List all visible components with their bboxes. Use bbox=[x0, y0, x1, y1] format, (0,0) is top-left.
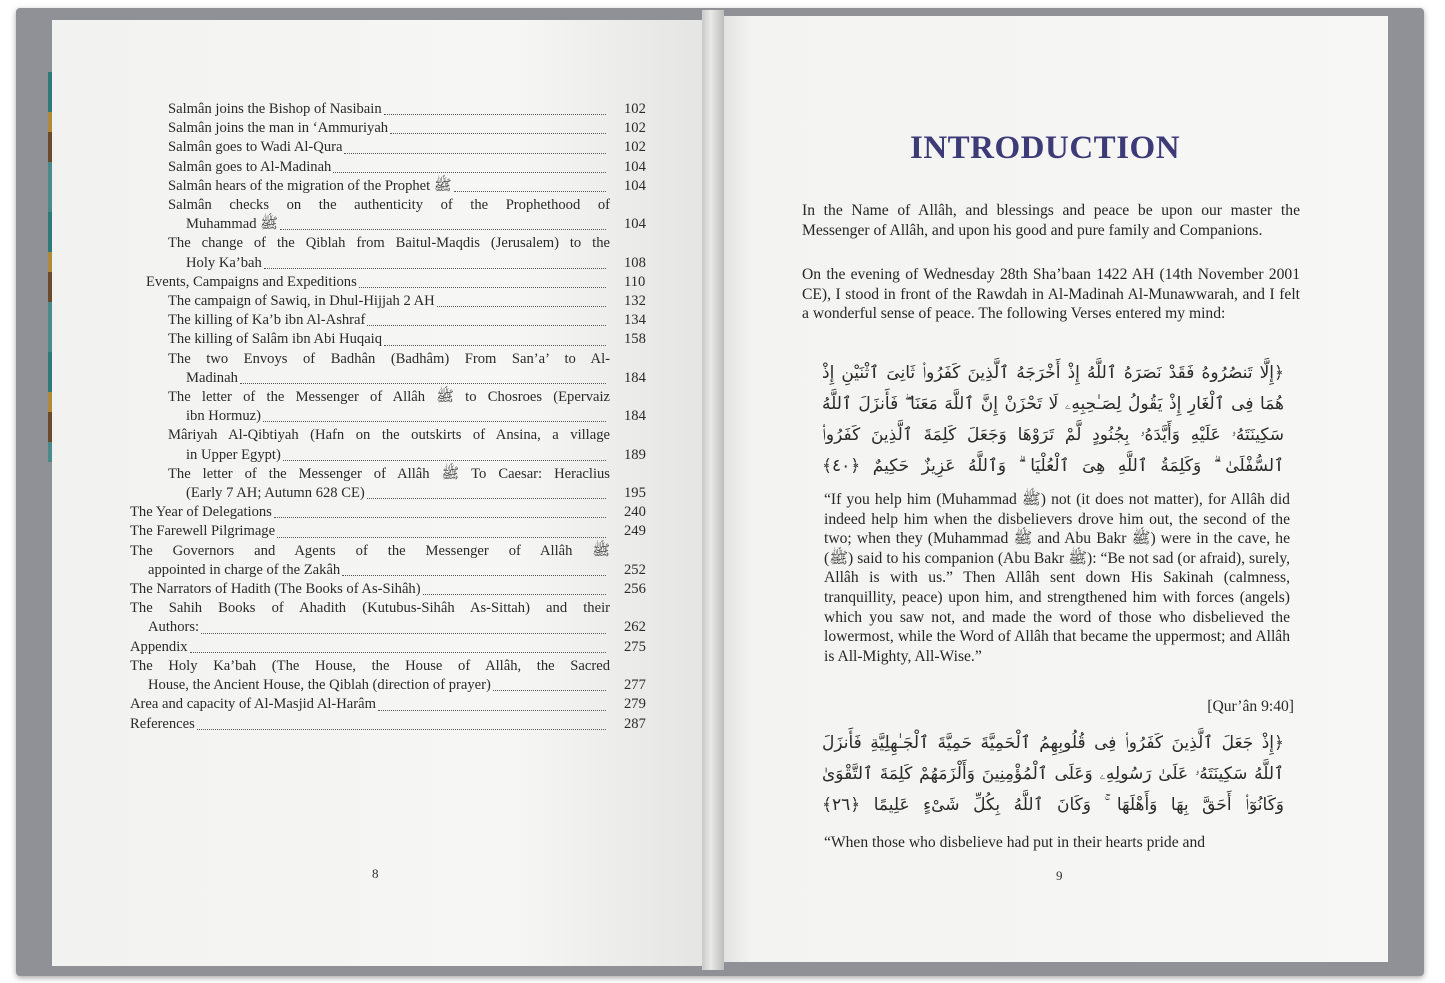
toc-entry-label: Salmân goes to Al-Madinah bbox=[168, 158, 332, 175]
intro-paragraph-1: In the Name of Allâh, and blessings and peace be upon our master the Messenger of Allâh, and upon his good and pure family and Companions. bbox=[802, 202, 1300, 239]
toc-entry bbox=[130, 638, 650, 657]
toc-page-number: 249 bbox=[624, 523, 646, 540]
toc-entry bbox=[130, 158, 650, 177]
toc-entry-label: Mâriyah Al-Qibtiyah (Hafn on the outskirts of Ansina, a village bbox=[168, 427, 610, 444]
toc-entry-label: Appendix bbox=[130, 638, 188, 655]
toc-entry-label-continued: Madinah bbox=[186, 369, 238, 386]
toc-entry-label-continued: Holy Ka’bah bbox=[186, 254, 262, 271]
toc-entry bbox=[130, 292, 650, 311]
toc-entry-label: Events, Campaigns and Expeditions bbox=[146, 273, 357, 290]
toc-entry-label: Salmân hears of the migration of the Prophet ﷺ bbox=[168, 177, 452, 194]
toc-leader-dots bbox=[197, 729, 606, 730]
toc-entry bbox=[130, 177, 650, 196]
verse-reference: [Qur’ân 9:40] bbox=[1207, 698, 1294, 715]
toc-entry bbox=[130, 580, 650, 599]
toc-entry bbox=[130, 715, 650, 734]
toc-entry-label: Salmân joins the Bishop of Nasibain bbox=[168, 101, 382, 117]
toc-leader-dots bbox=[359, 287, 606, 288]
toc-page-number: 110 bbox=[624, 273, 646, 290]
toc-page-number: 262 bbox=[624, 619, 646, 636]
toc-leader-dots bbox=[201, 633, 606, 634]
toc-entry bbox=[130, 503, 650, 522]
toc-entry bbox=[130, 542, 650, 580]
toc-leader-dots bbox=[437, 306, 606, 307]
toc-leader-dots bbox=[277, 537, 606, 538]
toc-entry bbox=[130, 138, 650, 157]
toc-page-number: 104 bbox=[624, 216, 646, 233]
toc-entry-label: Salmân goes to Wadi Al-Qura bbox=[168, 139, 343, 156]
toc-page-number: 104 bbox=[624, 158, 646, 175]
toc-page-number: 240 bbox=[624, 504, 646, 521]
toc-page-number: 158 bbox=[624, 331, 646, 348]
toc-entry-label-continued: appointed in charge of the Zakâh bbox=[148, 561, 341, 578]
toc-entry-label: Salmân joins the man in ‘Ammuriyah bbox=[168, 120, 389, 137]
toc-leader-dots bbox=[283, 460, 606, 461]
toc-leader-dots bbox=[342, 575, 606, 576]
toc-page-number: 184 bbox=[624, 408, 646, 425]
toc-entry-label: The change of the Qiblah from Baitul-Maqdis (Jerusalem) to the bbox=[168, 235, 610, 252]
toc-entry-label: The Holy Ka’bah (The House, the House of Allâh, the Sacred bbox=[130, 657, 610, 674]
intro-paragraph-2: On the evening of Wednesday 28th Sha’baan 1422 AH (14th November 2001 CE), I stood in front of the Rawdah in Al-Madinah Al-Munawwarah, and I felt a wonderful sense of peace. The following Verses entered my mind: bbox=[802, 266, 1300, 323]
page-title: INTRODUCTION bbox=[910, 130, 1181, 166]
toc-entry bbox=[130, 234, 650, 272]
toc-page-number: 132 bbox=[624, 293, 646, 310]
toc-page-number: 252 bbox=[624, 561, 646, 578]
toc-leader-dots bbox=[280, 229, 606, 230]
toc-entry-label: The letter of the Messenger of Allâh ﷺ To Caesar: Heraclius bbox=[168, 465, 610, 482]
table-of-contents bbox=[130, 100, 650, 734]
toc-page-number: 189 bbox=[624, 446, 646, 463]
toc-page-number: 102 bbox=[624, 120, 646, 137]
toc-entry-label: The killing of Ka’b ibn Al-Ashraf bbox=[168, 312, 366, 329]
toc-leader-dots bbox=[367, 498, 606, 499]
toc-entry bbox=[130, 119, 650, 138]
toc-leader-dots bbox=[367, 325, 606, 326]
toc-leader-dots bbox=[384, 345, 606, 346]
toc-leader-dots bbox=[333, 172, 606, 173]
toc-leader-dots bbox=[493, 690, 606, 691]
toc-entry bbox=[130, 350, 650, 388]
toc-page-number: 108 bbox=[624, 254, 646, 271]
toc-leader-dots bbox=[344, 153, 606, 154]
toc-page-number: 195 bbox=[624, 485, 646, 502]
toc-page-number: 287 bbox=[624, 715, 646, 732]
page-number-right: 9 bbox=[1056, 868, 1063, 883]
toc-leader-dots bbox=[423, 594, 606, 595]
toc-leader-dots bbox=[240, 383, 606, 384]
toc-entry-label: The Sahih Books of Ahadith (Kutubus-Sihâh As-Sittah) and their bbox=[130, 600, 610, 617]
toc-page-number: 279 bbox=[624, 696, 646, 713]
toc-entry bbox=[130, 695, 650, 714]
toc-page-number: 256 bbox=[624, 581, 646, 598]
toc-page-number: 134 bbox=[624, 312, 646, 329]
toc-entry-label-continued: Authors: bbox=[148, 619, 200, 636]
verse-translation: “If you help him (Muhammad ﷺ) not (it does not matter), for Allâh did indeed help him when the disbelievers drove him out, the second of the two; when they (Muhammad ﷺ and Abu Bakr ﷺ) were in the cave, he (ﷺ) said to his companion (Abu Bakr ﷺ): “Be not sad (or afraid), surely, Allâh is with us.” Then Allâh sent down His Sakinah (calmness, tranquillity, peace) upon him, and strengthened him with forces (angels) which you saw not, and made the word of those who disbelieved the lowermost, while the Word of Allâh that became the uppermost; and Allâh is All-Mighty, All-Wise.” bbox=[824, 491, 1291, 665]
toc-entry-label: References bbox=[130, 715, 195, 732]
arabic-verse-2: ﴿إِذْ جَعَلَ ٱلَّذِينَ كَفَرُوا۟ فِى قُلُوبِهِمُ ٱلْحَمِيَّةَ حَمِيَّةَ ٱلْجَـٰهِلِيَّةِ فَأَنزَلَ ٱللَّهُ سَكِينَتَهُۥ عَلَىٰ رَسُولِهِۦ وَعَلَى ٱلْمُؤْمِنِينَ وَأَلْزَمَهُمْ كَلِمَةَ ٱلتَّقْوَىٰ وَكَانُوٓا۟ أَحَقَّ بِهَا وَأَهْلَهَا ۚ وَكَانَ ٱللَّهُ بِكُلِّ شَىْءٍ عَلِيمًا ﴿٢٦﴾ bbox=[822, 733, 1284, 815]
toc-leader-dots bbox=[390, 133, 606, 134]
toc-entry bbox=[130, 522, 650, 541]
toc-entry-label: The Governors and Agents of the Messenger of Allâh ﷺ bbox=[130, 542, 610, 559]
toc-leader-dots bbox=[378, 710, 606, 711]
toc-page-number: 102 bbox=[624, 101, 646, 117]
toc-leader-dots bbox=[454, 191, 606, 192]
toc-entry-label: The Farewell Pilgrimage bbox=[130, 523, 276, 540]
toc-page-number: 104 bbox=[624, 177, 646, 194]
toc-entry bbox=[130, 273, 650, 292]
toc-entry bbox=[130, 388, 650, 426]
toc-leader-dots bbox=[274, 517, 606, 518]
toc-entry-label: The two Envoys of Badhân (Badhâm) From San’a’ to Al- bbox=[168, 350, 610, 367]
toc-entry-label: The Year of Delegations bbox=[130, 504, 272, 521]
toc-page-number: 102 bbox=[624, 139, 646, 156]
toc-entry-label-continued: in Upper Egypt) bbox=[186, 446, 281, 463]
toc-entry bbox=[130, 330, 650, 349]
toc-page-number: 277 bbox=[624, 677, 646, 694]
toc-entry-label: The killing of Salâm ibn Abi Huqaiq bbox=[168, 331, 383, 348]
page-number-left: 8 bbox=[372, 866, 379, 881]
toc-entry bbox=[130, 426, 650, 464]
toc-entry bbox=[130, 100, 650, 119]
toc-page-number: 275 bbox=[624, 638, 646, 655]
toc-leader-dots bbox=[263, 421, 606, 422]
toc-entry bbox=[130, 311, 650, 330]
toc-entry-label: Salmân checks on the authenticity of the Prophethood of bbox=[168, 197, 610, 214]
toc-entry-label: Area and capacity of Al-Masjid Al-Harâm bbox=[130, 696, 376, 713]
toc-entry bbox=[130, 196, 650, 234]
toc-entry bbox=[130, 465, 650, 503]
toc-leader-dots bbox=[384, 114, 606, 115]
toc-leader-dots bbox=[190, 652, 606, 653]
arabic-verse-1: ﴿إِلَّا تَنصُرُوهُ فَقَدْ نَصَرَهُ ٱللَّهُ إِذْ أَخْرَجَهُ ٱلَّذِينَ كَفَرُوا۟ ثَانِىَ ٱثْنَيْنِ إِذْ هُمَا فِى ٱلْغَارِ إِذْ يَقُولُ لِصَـٰحِبِهِۦ لَا تَحْزَنْ إِنَّ ٱللَّهَ مَعَنَا ۖ فَأَنزَلَ ٱللَّهُ سَكِينَتَهُۥ عَلَيْهِ وَأَيَّدَهُۥ بِجُنُودٍ لَّمْ تَرَوْهَا وَجَعَلَ كَلِمَةَ ٱلَّذِينَ كَفَرُوا۟ ٱلسُّفْلَىٰ ۗ وَكَلِمَةُ ٱللَّهِ هِىَ ٱلْعُلْيَا ۗ وَٱللَّهُ عَزِيزٌ حَكِيمٌ ﴿٤٠﴾ bbox=[822, 363, 1284, 476]
toc-entry-label: The campaign of Sawiq, in Dhul-Hijjah 2 AH bbox=[168, 293, 435, 310]
toc-entry-label-continued: Muhammad ﷺ bbox=[186, 216, 278, 233]
toc-entry bbox=[130, 599, 650, 637]
toc-entry-label: The letter of the Messenger of Allâh ﷺ to Chosroes (Epervaiz bbox=[168, 389, 611, 406]
toc-leader-dots bbox=[264, 268, 606, 269]
toc-entry-label-continued: (Early 7 AH; Autumn 628 CE) bbox=[186, 485, 365, 502]
toc-entry-label-continued: ibn Hormuz) bbox=[186, 408, 261, 425]
toc-page-number: 184 bbox=[624, 369, 646, 386]
book-spine bbox=[702, 10, 724, 970]
toc-entry bbox=[130, 657, 650, 695]
intro-paragraph-3: “When those who disbelieve had put in their hearts pride and bbox=[824, 834, 1206, 851]
toc-entry-label: The Narrators of Hadith (The Books of As-Sihâh) bbox=[130, 581, 421, 598]
toc-entry-label-continued: House, the Ancient House, the Qiblah (direction of prayer) bbox=[148, 677, 491, 694]
